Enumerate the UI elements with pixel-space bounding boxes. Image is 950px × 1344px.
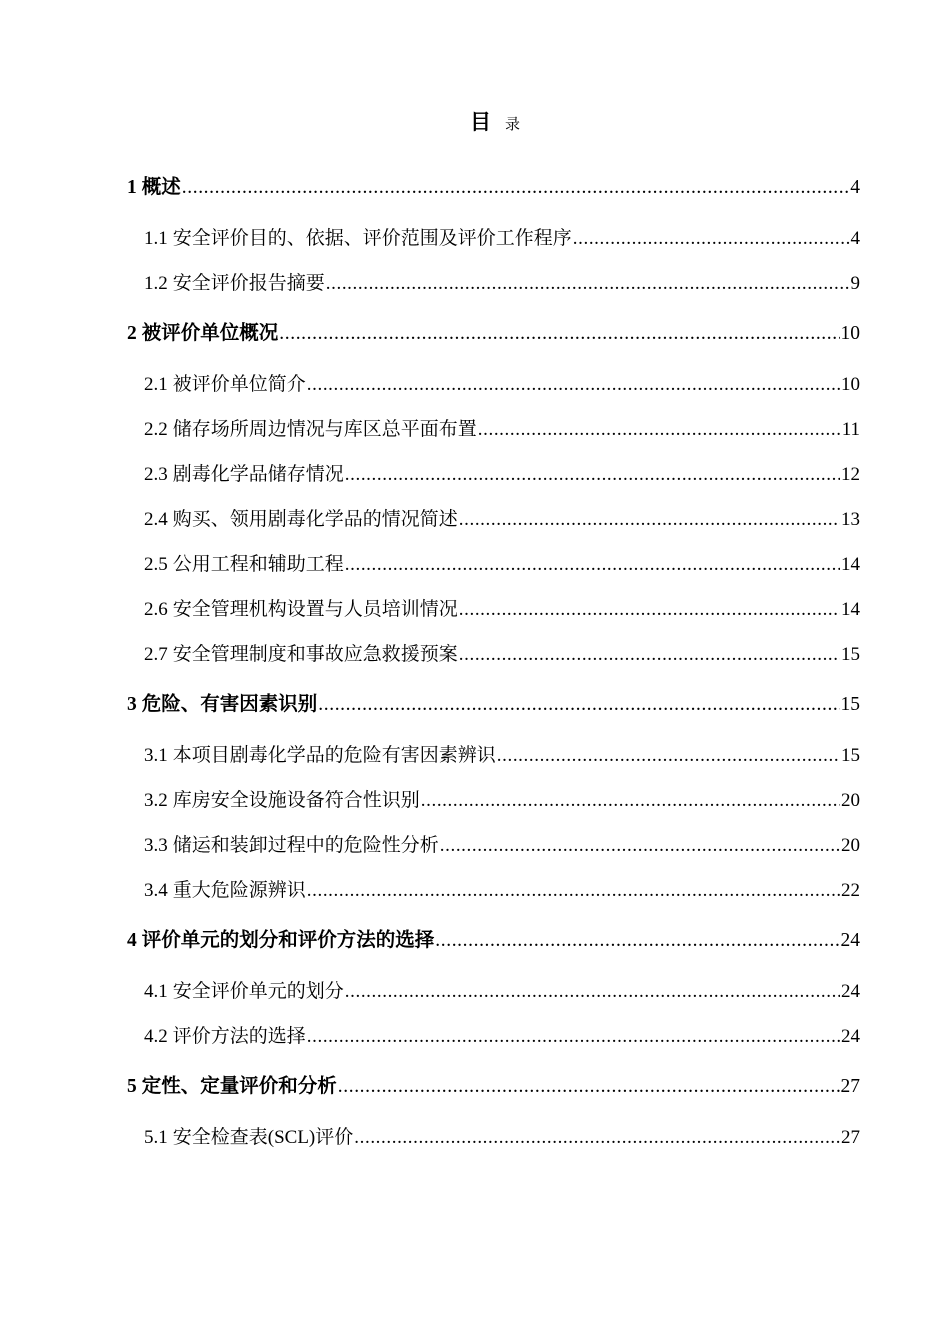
toc-entry-chapter[interactable] <box>127 677 860 733</box>
toc-entry-label: 安全管理制度和事故应急救援预案 <box>172 644 458 665</box>
toc-entry-page-number: 20 <box>841 835 860 856</box>
toc-entry-section[interactable] <box>127 362 860 407</box>
toc-dot-leader <box>338 1059 840 1115</box>
toc-entry-section[interactable] <box>127 216 860 261</box>
toc-entry-chapter[interactable] <box>127 306 860 362</box>
toc-entry-number: 4.2 <box>144 1026 168 1047</box>
toc-title <box>0 106 950 136</box>
toc-entry-label: 评价方法的选择 <box>172 1026 306 1047</box>
toc-entry-page-number: 24 <box>841 981 860 1002</box>
toc-entry-number: 3.1 <box>144 745 168 766</box>
toc-entry-number: 3.3 <box>144 835 168 856</box>
toc-dot-leader <box>497 733 840 778</box>
toc-entry-page-number: 24 <box>841 1026 860 1047</box>
toc-entry-label: 安全评价目的、依据、评价范围及评价工作程序 <box>172 228 572 249</box>
toc-entry-label: 被评价单位概况 <box>141 323 279 344</box>
toc-entry-page-number: 4 <box>850 177 860 198</box>
toc-title-sub: 录 <box>504 117 520 133</box>
toc-entry-number: 1.2 <box>144 273 168 294</box>
toc-entry-number: 3 <box>127 694 137 715</box>
toc-entry-label: 概述 <box>141 177 181 198</box>
toc-entry-label: 重大危险源辨识 <box>172 880 306 901</box>
toc-entry-page-number: 10 <box>841 374 860 395</box>
toc-dot-leader <box>440 823 840 868</box>
toc-entry-section[interactable] <box>127 632 860 677</box>
toc-entry-section[interactable] <box>127 1014 860 1059</box>
toc-entry-page-number: 10 <box>840 323 860 344</box>
toc-entry-label: 储存场所周边情况与库区总平面布置 <box>172 419 477 440</box>
toc-entry-section[interactable] <box>127 778 860 823</box>
toc-entry-page-number: 4 <box>850 228 860 249</box>
toc-entry-number: 4.1 <box>144 981 168 1002</box>
toc-entry-label: 安全评价报告摘要 <box>172 273 325 294</box>
toc-entry-label: 库房安全设施设备符合性识别 <box>172 790 420 811</box>
toc-entry-label: 定性、定量评价和分析 <box>141 1076 337 1097</box>
toc-entry-page-number: 13 <box>841 509 860 530</box>
toc-entry-page-number: 20 <box>841 790 860 811</box>
toc-entry-label: 安全评价单元的划分 <box>172 981 344 1002</box>
toc-entry-section[interactable] <box>127 542 860 587</box>
toc-entry-label: 剧毒化学品储存情况 <box>172 464 344 485</box>
toc-entry-section[interactable] <box>127 1115 860 1160</box>
toc-dot-leader <box>307 1014 840 1059</box>
toc-entry-section[interactable] <box>127 407 860 452</box>
toc-entry-chapter[interactable] <box>127 160 860 216</box>
toc-entry-number: 1 <box>127 177 137 198</box>
toc-dot-leader <box>478 407 841 452</box>
toc-entry-page-number: 27 <box>841 1127 860 1148</box>
toc-entry-label: 安全管理机构设置与人员培训情况 <box>172 599 458 620</box>
toc-title-main: 目 <box>469 110 491 134</box>
toc-dot-leader <box>354 1115 840 1160</box>
toc-entry-number: 2.2 <box>144 419 168 440</box>
toc-entry-page-number: 22 <box>841 880 860 901</box>
toc-entry-number: 1.1 <box>144 228 168 249</box>
toc-entry-page-number: 9 <box>850 273 860 294</box>
toc-entry-number: 5 <box>127 1076 137 1097</box>
toc-dot-leader <box>435 913 839 969</box>
toc-dot-leader <box>279 306 839 362</box>
toc-entry-number: 3.4 <box>144 880 168 901</box>
toc-entry-label: 危险、有害因素识别 <box>141 694 318 715</box>
toc-dot-leader <box>345 969 840 1014</box>
table-of-contents <box>127 160 860 1160</box>
toc-entry-page-number: 15 <box>841 644 860 665</box>
toc-dot-leader <box>459 632 840 677</box>
toc-dot-leader <box>573 216 850 261</box>
toc-entry-page-number: 15 <box>841 745 860 766</box>
toc-dot-leader <box>182 160 849 216</box>
toc-entry-page-number: 12 <box>841 464 860 485</box>
toc-entry-number: 2.6 <box>144 599 168 620</box>
toc-entry-number: 4 <box>127 930 137 951</box>
toc-entry-label: 本项目剧毒化学品的危险有害因素辨识 <box>172 745 496 766</box>
toc-entry-number: 2.3 <box>144 464 168 485</box>
toc-dot-leader <box>307 362 840 407</box>
toc-entry-number: 2 <box>127 323 137 344</box>
toc-entry-label: 评价单元的划分和评价方法的选择 <box>141 930 435 951</box>
toc-entry-section[interactable] <box>127 733 860 778</box>
toc-dot-leader <box>421 778 840 823</box>
toc-entry-section[interactable] <box>127 261 860 306</box>
toc-entry-section[interactable] <box>127 497 860 542</box>
toc-entry-number: 2.4 <box>144 509 168 530</box>
toc-entry-number: 2.7 <box>144 644 168 665</box>
toc-entry-page-number: 14 <box>841 554 860 575</box>
toc-dot-leader <box>345 542 840 587</box>
toc-entry-page-number: 11 <box>841 419 860 440</box>
toc-entry-label: 被评价单位简介 <box>172 374 306 395</box>
toc-entry-page-number: 14 <box>841 599 860 620</box>
toc-entry-number: 2.5 <box>144 554 168 575</box>
toc-entry-section[interactable] <box>127 823 860 868</box>
toc-entry-section[interactable] <box>127 587 860 632</box>
toc-entry-page-number: 27 <box>840 1076 860 1097</box>
toc-dot-leader <box>345 452 840 497</box>
toc-entry-label: 储运和装卸过程中的危险性分析 <box>172 835 439 856</box>
toc-entry-section[interactable] <box>127 452 860 497</box>
toc-dot-leader <box>307 868 840 913</box>
toc-entry-chapter[interactable] <box>127 913 860 969</box>
toc-dot-leader <box>318 677 839 733</box>
toc-entry-label: 购买、领用剧毒化学品的情况简述 <box>172 509 458 530</box>
toc-entry-page-number: 24 <box>840 930 860 951</box>
toc-entry-label: 安全检查表(SCL)评价 <box>172 1127 354 1148</box>
toc-entry-section[interactable] <box>127 969 860 1014</box>
toc-entry-page-number: 15 <box>840 694 860 715</box>
toc-dot-leader <box>326 261 850 306</box>
toc-dot-leader <box>459 497 840 542</box>
toc-entry-chapter[interactable] <box>127 1059 860 1115</box>
toc-dot-leader <box>459 587 840 632</box>
toc-entry-label: 公用工程和辅助工程 <box>172 554 344 575</box>
toc-entry-number: 3.2 <box>144 790 168 811</box>
toc-entry-number: 5.1 <box>144 1127 168 1148</box>
toc-entry-section[interactable] <box>127 868 860 913</box>
toc-entry-number: 2.1 <box>144 374 168 395</box>
